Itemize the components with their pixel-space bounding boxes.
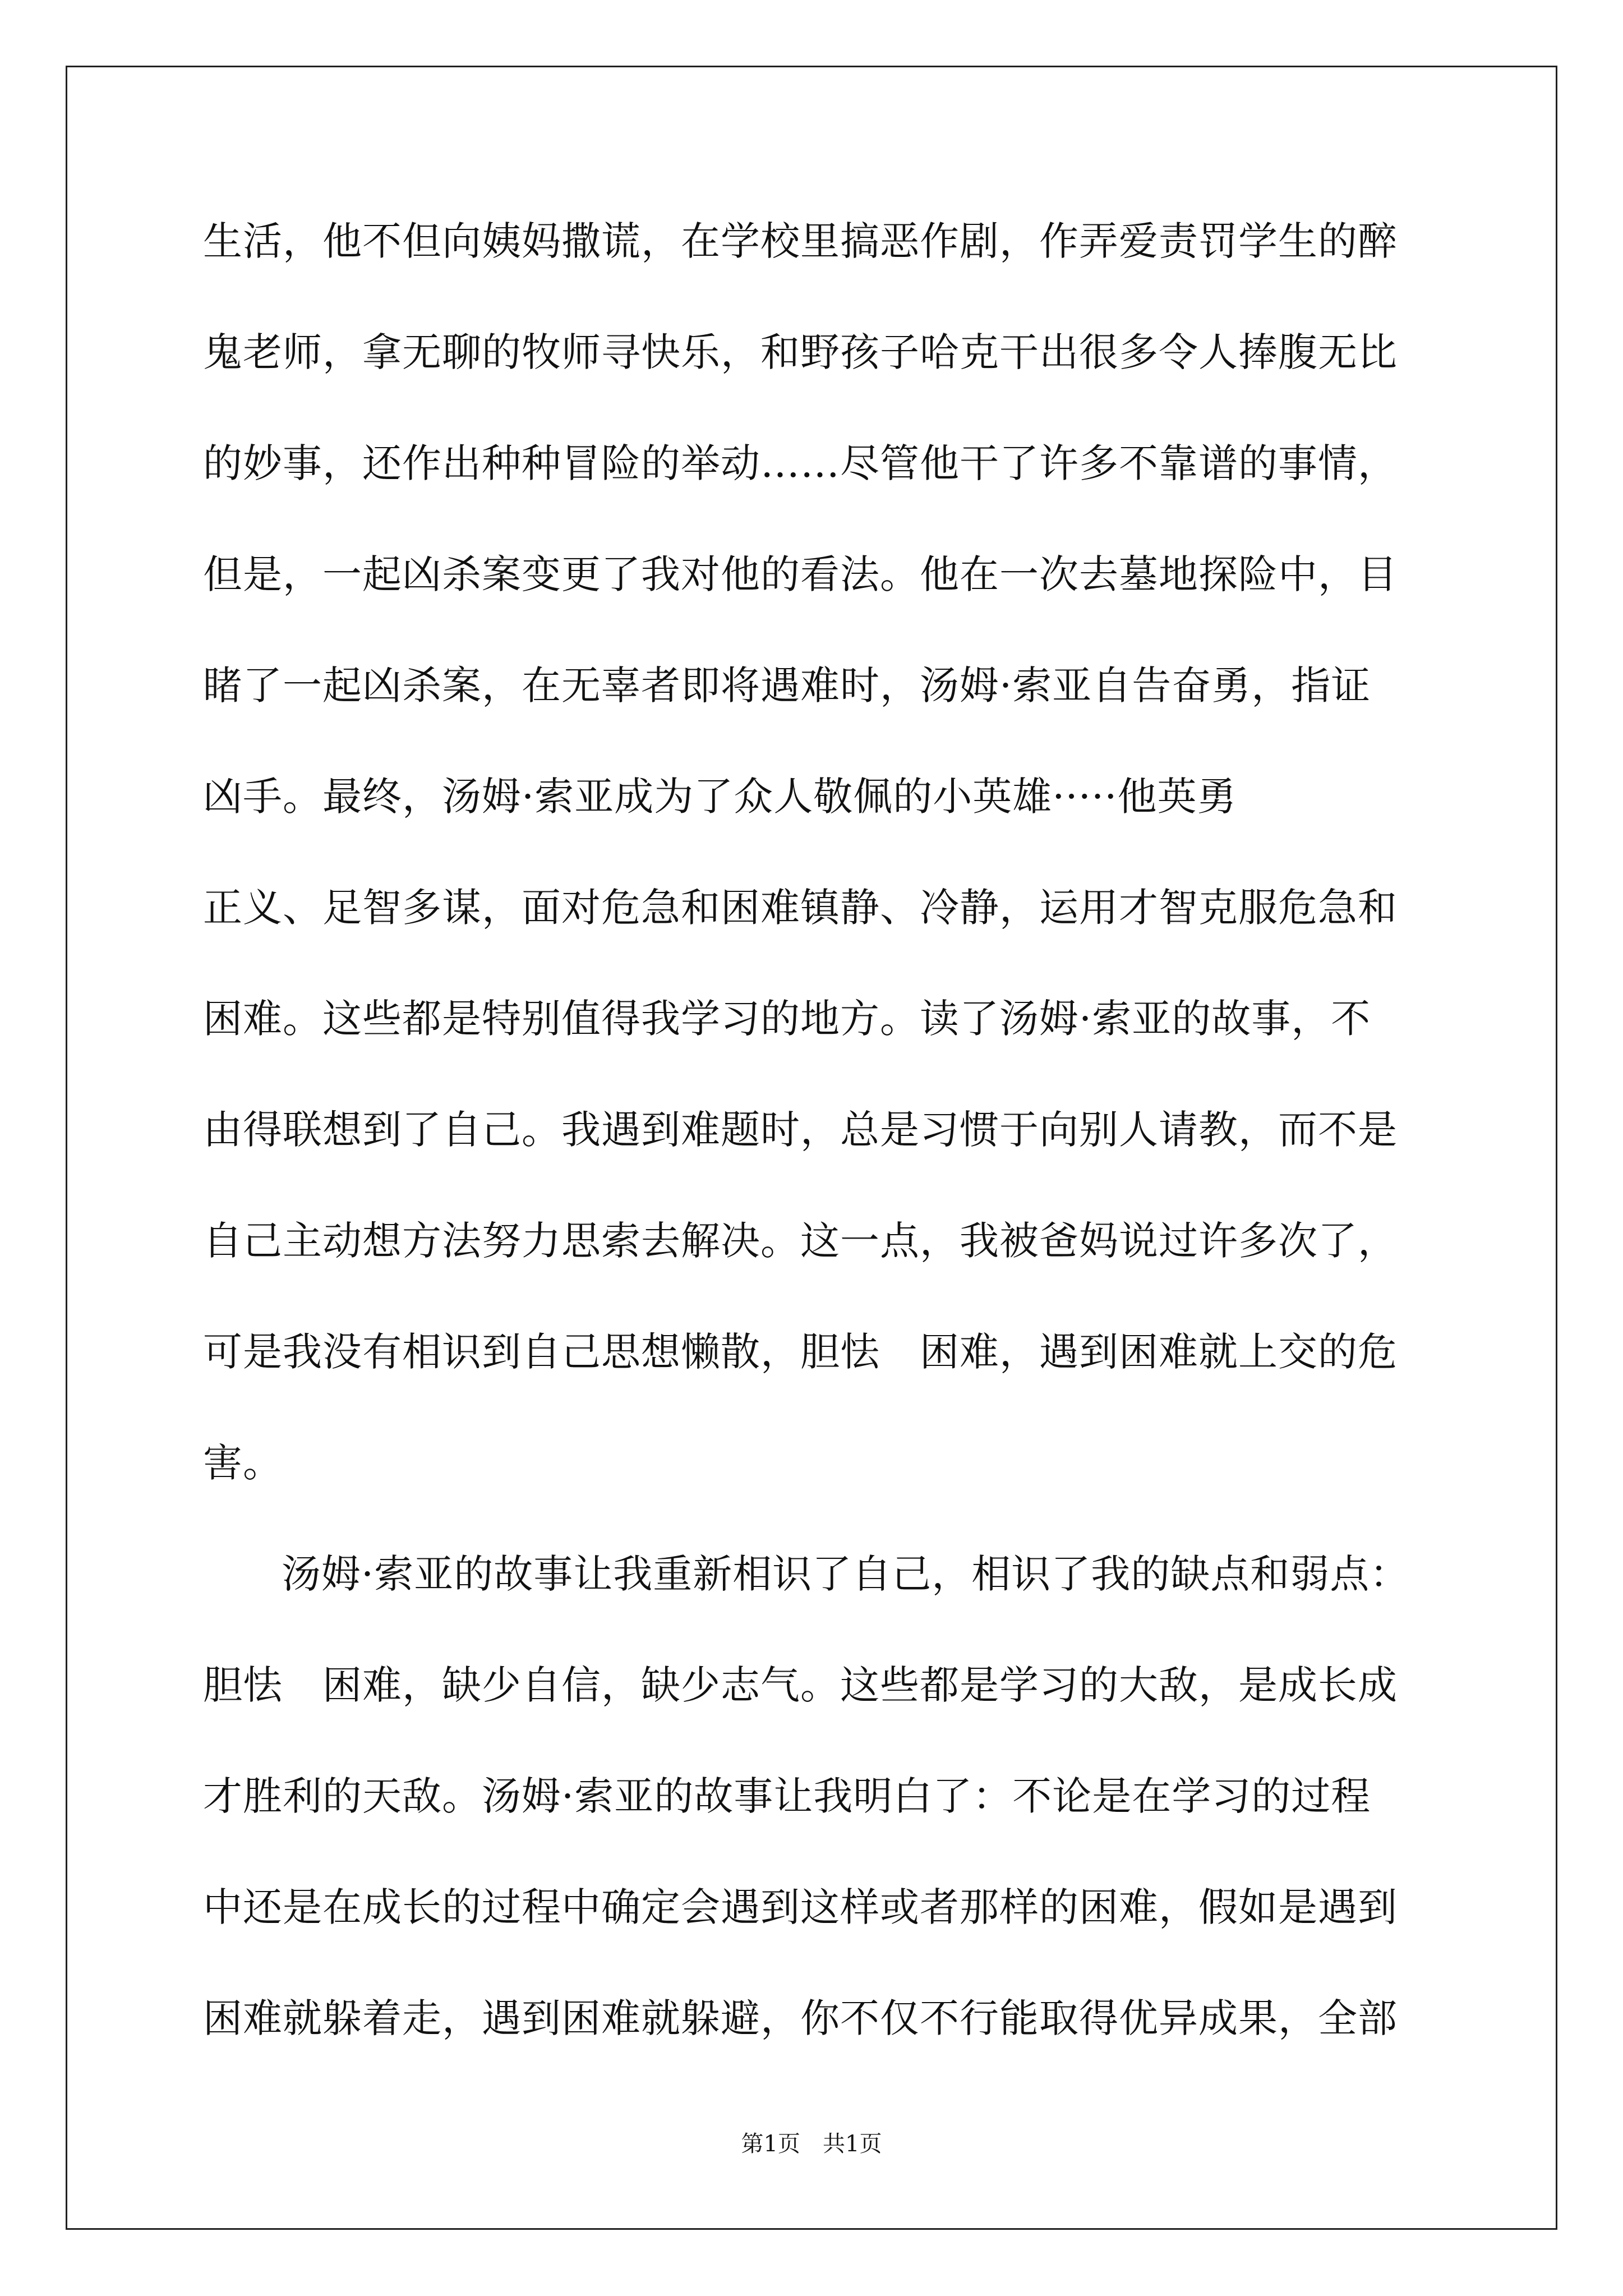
text-line: 的妙事，还作出种种冒险的举动……尽管他干了许多不靠谱的事情， <box>203 440 1398 486</box>
page-footer: 第1页 共1页 <box>741 2131 882 2157</box>
text-line: 由得联想到了自己。我遇到难题时，总是习惯于向别人请教，而不是 <box>203 1107 1398 1153</box>
paragraph-start-line: 汤姆·索亚的故事让我重新相识了自己，相识了我的缺点和弱点： <box>282 1551 1410 1597</box>
text-line: 害。 <box>203 1440 283 1486</box>
text-line: 睹了一起凶杀案，在无辜者即将遇难时，汤姆·索亚自告奋勇，指证 <box>203 662 1371 708</box>
text-line: 鬼老师，拿无聊的牧师寻快乐，和野孩子哈克干出很多令人捧腹无比 <box>203 329 1398 375</box>
text-line: 凶手。最终，汤姆·索亚成为了众人敬佩的小英雄·····他英勇 <box>203 774 1237 820</box>
text-line: 生活，他不但向姨妈撒谎，在学校里搞恶作剧，作弄爱责罚学生的醉 <box>203 218 1398 264</box>
text-line: 困难就躲着走，遇到困难就躲避，你不仅不行能取得优异成果，全部 <box>203 1995 1398 2041</box>
text-line: 但是，一起凶杀案变更了我对他的看法。他在一次去墓地探险中，目 <box>203 551 1398 597</box>
text-line: 可是我没有相识到自己思想懒散，胆怯 困难，遇到困难就上交的危 <box>203 1329 1398 1375</box>
text-line: 才胜利的天敌。汤姆·索亚的故事让我明白了：不论是在学习的过程 <box>203 1773 1371 1819</box>
body-text <box>203 210 1437 2099</box>
text-line: 困难。这些都是特别值得我学习的地方。读了汤姆·索亚的故事，不 <box>203 996 1371 1042</box>
text-line: 自己主动想方法努力思索去解决。这一点，我被爸妈说过许多次了， <box>203 1218 1398 1264</box>
text-line: 胆怯 困难，缺少自信，缺少志气。这些都是学习的大敌，是成长成 <box>203 1662 1398 1708</box>
text-line: 正义、足智多谋，面对危急和困难镇静、冷静，运用才智克服危急和 <box>203 885 1398 931</box>
text-line: 中还是在成长的过程中确定会遇到这样或者那样的困难，假如是遇到 <box>203 1884 1398 1930</box>
